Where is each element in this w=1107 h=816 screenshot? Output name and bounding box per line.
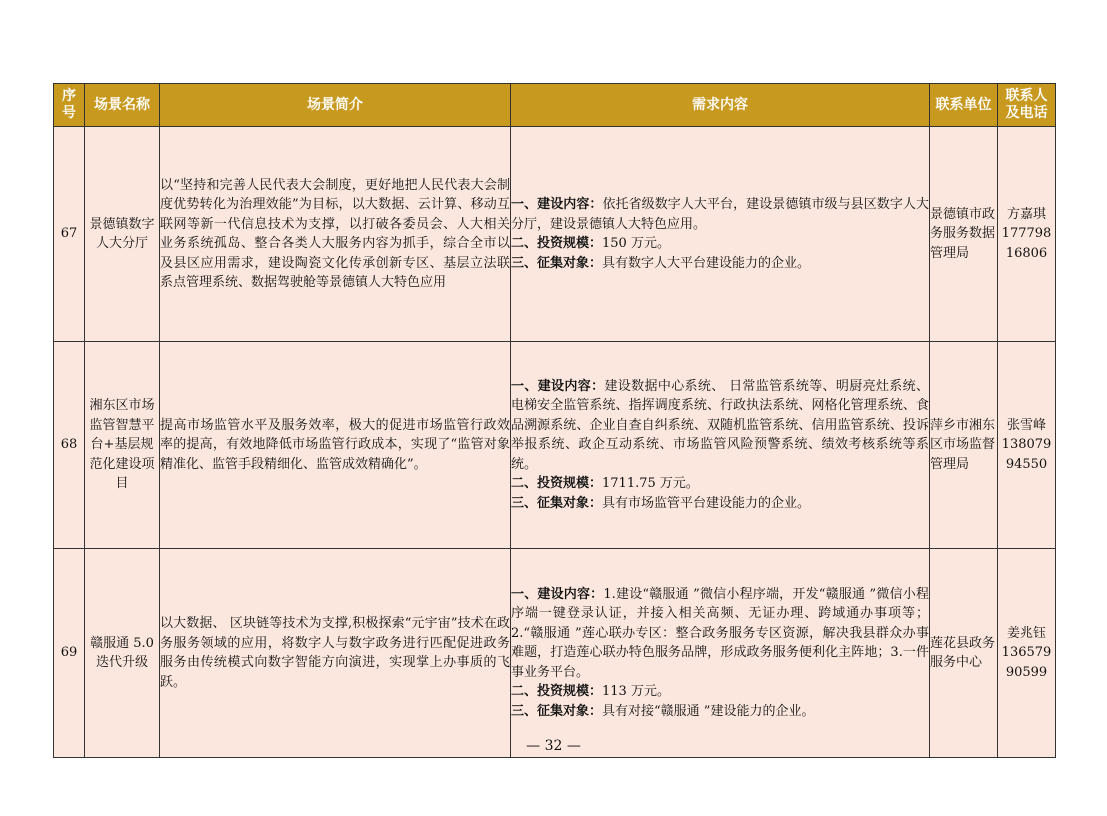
target-line [511,702,929,722]
row-num: 68 [54,342,85,549]
scenario-name: 景德镇数字人大分厅 [85,127,160,342]
contact-info [998,549,1056,758]
investment-label: 二、投资规模： [511,684,603,700]
target-label: 三、征集对象： [511,495,603,511]
demand-content [511,342,930,549]
scenario-intro: 提高市场监管水平及服务效率，极大的促进市场监管行政效率的提高，有效地降低市场监管行政成本，实现了“监管对象精准化、监管手段精细化、监管成效精确化”。 [160,342,511,549]
investment-label: 二、投资规模： [511,476,603,492]
investment-line [511,682,929,702]
header-demand: 需求内容 [511,84,930,127]
contact-info [998,127,1056,342]
contact-name: 姜兆钰 [1006,625,1046,641]
contact-unit: 萍乡市湘东区市场监督管理局 [930,342,998,549]
construction-line [511,377,929,475]
table-row [54,549,1056,758]
table-row [54,342,1056,549]
construction-text: 建设数据中心系统、 日常监管系统等、明厨亮灶系统、电梯安全监管系统、指挥调度系统、行政执法系统、网格化管理系统、食品溯源系统、企业自查自纠系统、双随机监管系统、信用监管系统、投诉举报系统、政企互动系统、市场监管风险预警系统、绩效考核系统等系统。 [511,378,929,472]
header-intro: 场景简介 [160,84,511,127]
investment-text: 150 万元。 [602,236,670,251]
investment-label: 二、投资规模： [511,236,603,251]
construction-line [511,195,929,234]
contact-name: 张雪峰 [1006,417,1046,433]
construction-label: 一、建设内容： [511,378,605,394]
scenario-intro: 以大数据、 区块链等技术为支撑,积极探索“元宇宙”技术在政务服务领域的应用，将数字人与数字政务进行匹配促进政务服务由传统模式向数字智能方向演进，实现掌上办事质的飞跃。 [160,549,511,758]
target-label: 三、征集对象： [511,255,603,271]
contact-unit: 景德镇市政务服务数据管理局 [930,127,998,342]
contact-name: 方嘉琪 [1006,206,1046,222]
contact-phone-part1: 177798 [1001,226,1052,242]
contact-phone-part1: 136579 [1001,645,1052,661]
page-number: — 32 — [526,738,581,754]
scenario-intro: 以“坚持和完善人民代表大会制度，更好地把人民代表大会制度优势转化为治理效能”为目标，以大数据、云计算、移动互联网等新一代信息技术为支撑，以打破各委员会、人大相关业务系统孤岛、整合各类人大服务内容为抓手，综合全市以及县区应用需求，建设陶瓷文化传承创新专区、基层立法联系点管理系统、数据驾驶舱等景德镇人大特色应用 [160,127,511,342]
scenario-table [53,83,1056,758]
header-contact: 联系人及电话 [998,84,1056,127]
row-num: 69 [54,549,85,758]
target-label: 三、征集对象： [511,703,603,719]
target-line [511,254,929,274]
table-header-row [54,84,1056,127]
construction-label: 一、建设内容： [511,197,603,212]
contact-phone-part2: 16806 [1005,245,1048,261]
contact-info [998,342,1056,549]
target-text: 具有市场监管平台建设能力的企业。 [602,495,811,511]
construction-text: 1.建设“赣服通 ”微信小程序端，开发“赣服通 ”微信小程序端一键登录认证，并接入相关高频、无证办理、跨域通办事项等；2.“赣服通 ”莲心联办专区：整合政务服务专区资源，解决我县群众办事难题，打造莲心联办特色服务品牌，形成政务服务便利化主阵地；3.一件事业务平台。 [511,586,929,680]
contact-unit: 莲花县政务服务中心 [930,549,998,758]
contact-phone-part2: 90599 [1005,664,1048,680]
investment-line [511,474,929,494]
demand-content [511,549,930,758]
construction-label: 一、建设内容： [511,586,604,602]
target-text: 具有对接“赣服通 ”建设能力的企业。 [602,703,815,719]
construction-line [511,585,929,683]
contact-phone-part1: 138079 [1001,437,1052,453]
investment-text: 113 万元。 [602,684,670,700]
investment-line [511,234,929,254]
investment-text: 1711.75 万元。 [602,476,699,492]
target-text: 具有数字人大平台建设能力的企业。 [602,255,811,271]
scenario-name: 湘东区市场监管智慧平台+基层规范化建设项目 [85,342,160,549]
scenario-name: 赣服通 5.0 迭代升级 [85,549,160,758]
header-name: 场景名称 [85,84,160,127]
construction-text: 依托省级数字人大平台，建设景德镇市级与县区数字人大分厅，建设景德镇人大特色应用。 [511,197,929,232]
contact-phone-part2: 94550 [1005,456,1048,472]
header-unit: 联系单位 [930,84,998,127]
table-row [54,127,1056,342]
demand-content [511,127,930,342]
target-line [511,494,929,514]
row-num: 67 [54,127,85,342]
header-num: 序号 [54,84,85,127]
